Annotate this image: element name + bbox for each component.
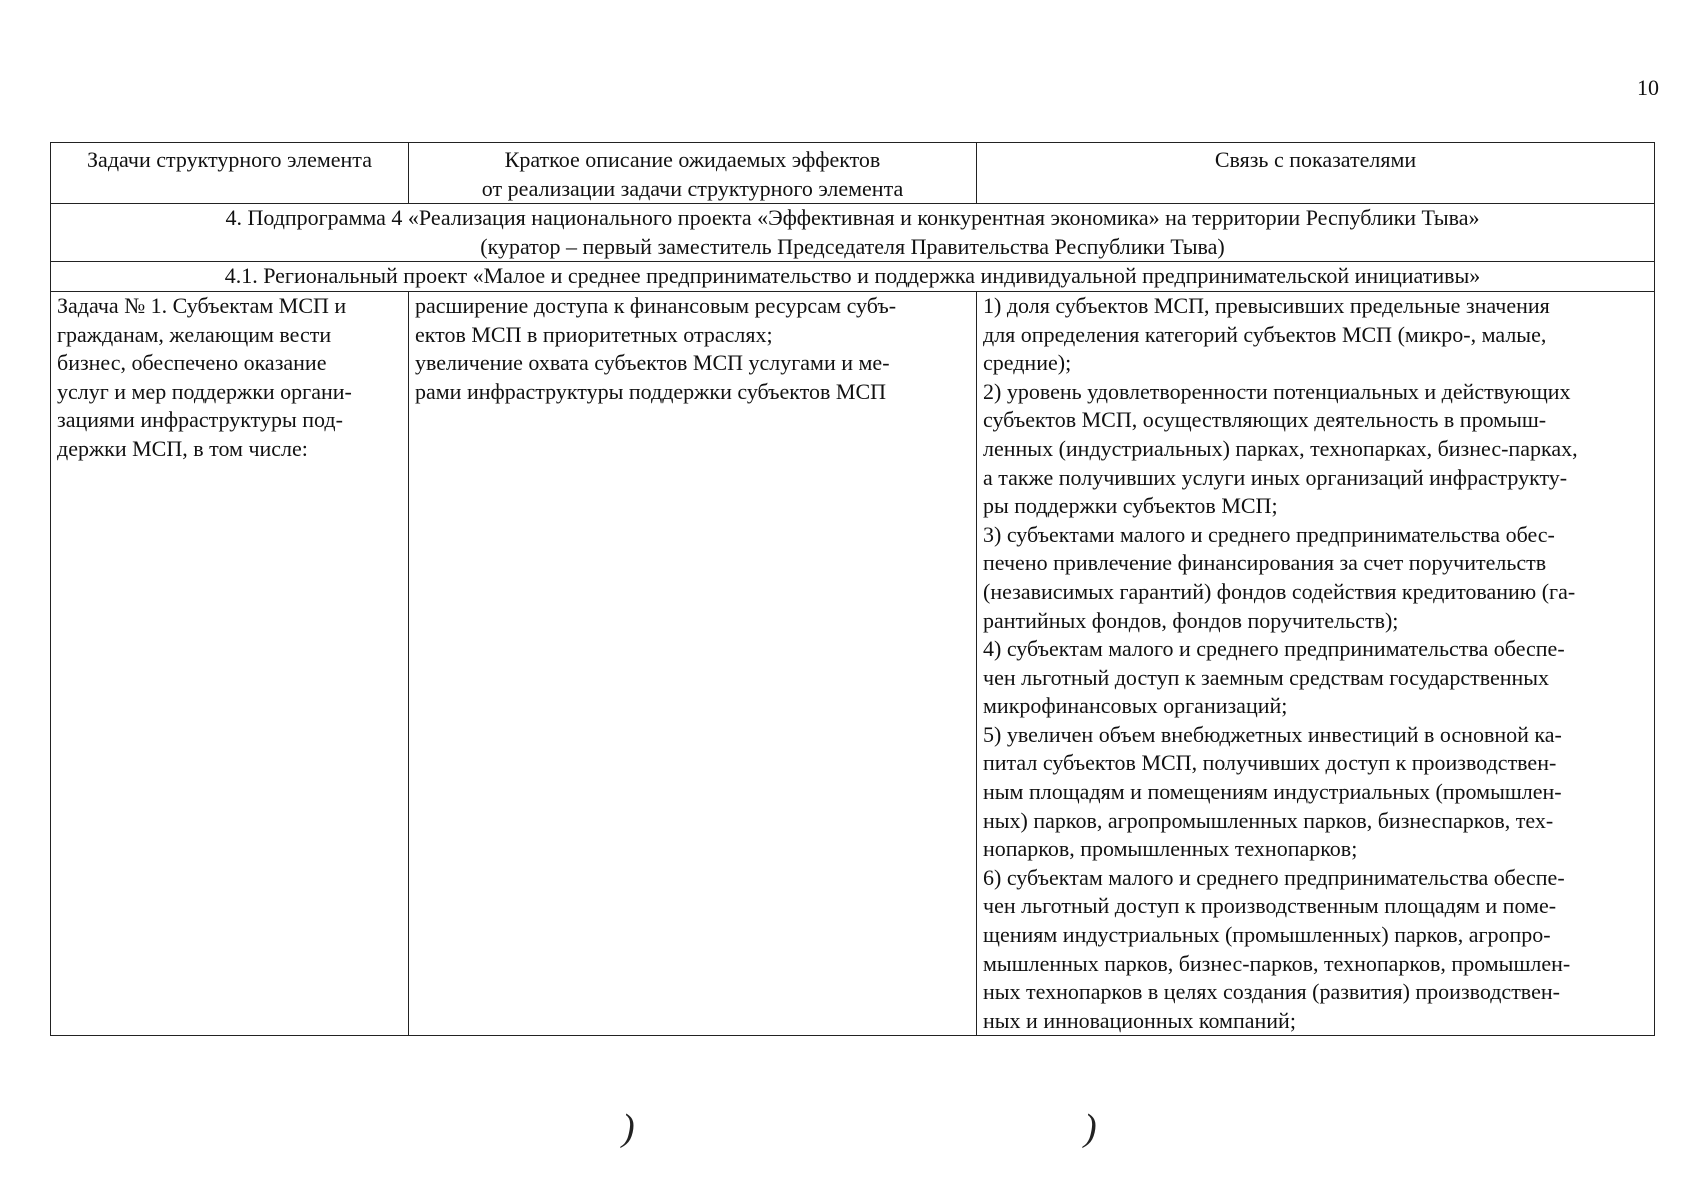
task-line: держки МСП, в том числе: — [57, 435, 308, 461]
indicator-line: средние); — [983, 350, 1072, 376]
effects-line: рами инфраструктуры поддержки субъектов МСП — [415, 378, 887, 404]
indicator-line: нопарков, промышленных технопарков; — [983, 836, 1358, 862]
indicator-line: щениям индустриальных (промышленных) парков, агропро- — [983, 922, 1551, 948]
header-indicators — [977, 143, 1655, 204]
section-row — [51, 204, 1655, 262]
task-cell — [51, 291, 409, 1035]
indicator-line: (независимых гарантий) фондов содействия кредитованию (га- — [983, 578, 1576, 604]
task-line: услуг и мер поддержки органи- — [57, 378, 352, 404]
indicator-line: субъектов МСП, осуществляющих деятельность в промыш- — [983, 407, 1547, 433]
scan-mark: ) — [1084, 1107, 1097, 1149]
section-title-line: 4. Подпрограмма 4 «Реализация национального проекта «Эффективная и конкурентная экономика» на территории Республики Тыва» — [225, 205, 1480, 231]
indicators-cell — [977, 291, 1655, 1035]
indicator-line: ленных (индустриальных) парках, технопарках, бизнес-парках, — [983, 435, 1578, 461]
indicator-line: 1) доля субъектов МСП, превысивших предельные значения — [983, 292, 1550, 318]
header-tasks — [51, 143, 409, 204]
table-row — [51, 291, 1655, 1035]
indicator-line: ным площадям и помещениям индустриальных (промышлен- — [983, 779, 1562, 805]
header-effects-line: от реализации задачи структурного элемента — [481, 175, 904, 201]
indicator-line: чен льготный доступ к производственным площадям и поме- — [983, 893, 1557, 919]
header-effects-line: Краткое описание ожидаемых эффектов — [504, 147, 881, 172]
indicator-line: ры поддержки субъектов МСП; — [983, 493, 1278, 519]
scan-mark: ) — [622, 1107, 635, 1149]
task-line: бизнес, обеспечено оказание — [57, 350, 327, 376]
header-indicators-line: Связь с показателями — [1214, 147, 1417, 172]
indicator-line: ных технопарков в целях создания (развития) производствен- — [983, 979, 1560, 1005]
indicator-line: 3) субъектами малого и среднего предпринимательства обес- — [983, 521, 1555, 547]
indicator-line: 2) уровень удовлетворенности потенциальных и действующих — [983, 378, 1571, 404]
section-title — [51, 204, 1655, 262]
indicator-line: а также получивших услуги иных организаций инфраструкту- — [983, 464, 1568, 490]
effects-line: ектов МСП в приоритетных отраслях; — [415, 321, 773, 347]
indicator-line: ных и инновационных компаний; — [983, 1007, 1296, 1033]
indicator-line: для определения категорий субъектов МСП (микро-, малые, — [983, 321, 1547, 347]
header-tasks-line: Задачи структурного элемента — [87, 147, 372, 172]
indicator-line: питал субъектов МСП, получивших доступ к производствен- — [983, 750, 1557, 776]
effects-line: расширение доступа к финансовым ресурсам субъ- — [415, 292, 897, 318]
indicator-line: мышленных парков, бизнес-парков, технопарков, промышлен- — [983, 950, 1571, 976]
indicator-line: 6) субъектам малого и среднего предпринимательства обеспе- — [983, 864, 1565, 890]
indicator-line: 4) субъектам малого и среднего предпринимательства обеспе- — [983, 636, 1565, 662]
indicator-line: чен льготный доступ к заемным средствам государственных — [983, 664, 1550, 690]
subsection-title: 4.1. Региональный проект «Малое и среднее предпринимательство и поддержка индивидуальной предпринимательской инициативы» — [51, 262, 1655, 292]
section-curator-line: (куратор – первый заместитель Председателя Правительства Республики Тыва) — [480, 233, 1225, 259]
indicator-line: печено привлечение финансирования за счет поручительств — [983, 550, 1547, 576]
indicator-line: рантийных фондов, фондов поручительств); — [983, 607, 1399, 633]
page-number: 10 — [1637, 75, 1659, 100]
effects-cell — [409, 291, 977, 1035]
document-table — [50, 142, 1655, 1036]
table-header-row — [51, 143, 1655, 204]
indicator-line: ных) парков, агропромышленных парков, бизнеспарков, тех- — [983, 807, 1554, 833]
indicator-line: 5) увеличен объем внебюджетных инвестиций в основной ка- — [983, 721, 1562, 747]
task-line: гражданам, желающим вести — [57, 321, 332, 347]
effects-line: увеличение охвата субъектов МСП услугами и ме- — [415, 350, 890, 376]
header-effects — [409, 143, 977, 204]
subsection-row — [51, 262, 1655, 292]
indicator-line: микрофинансовых организаций; — [983, 693, 1288, 719]
task-line: зациями инфраструктуры под- — [57, 407, 343, 433]
task-line: Задача № 1. Субъектам МСП и — [57, 292, 347, 318]
